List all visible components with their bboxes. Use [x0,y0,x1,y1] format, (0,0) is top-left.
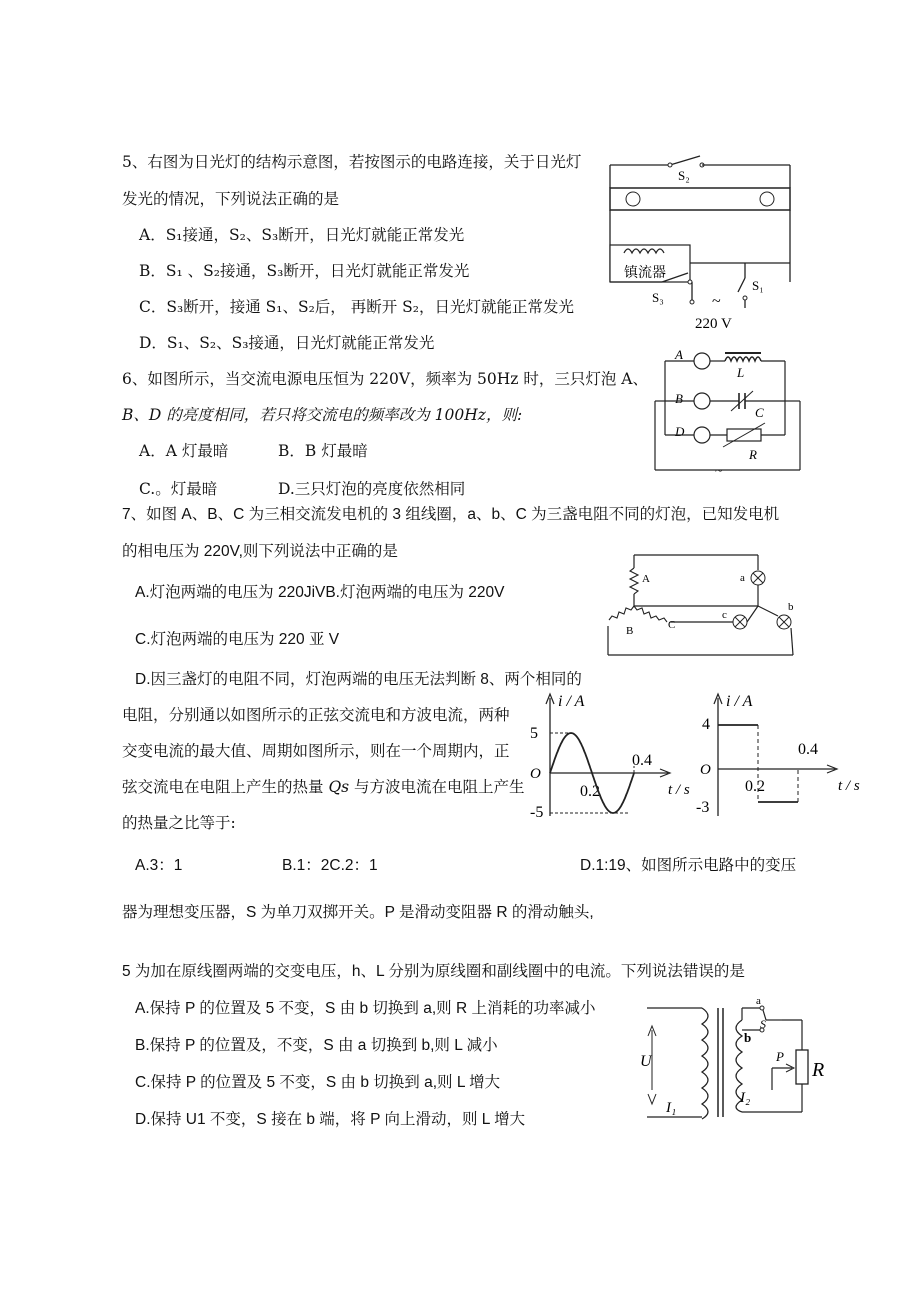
label-I1: I₁ [666,1100,677,1116]
q8-line2: 交变电流的最大值、周期如图所示，则在一个周期内，正 [122,742,510,760]
q9-option-b: B.保持 P 的位置及，不变，S 由 a 切换到 b,则 L 减小 [135,1037,498,1054]
q8-line3: 弦交流电在电阻上产生的热量 Qs 与方波电流在电阻上产生 [122,778,525,796]
q7-option-ab: A.灯泡两端的电压为 220JiVB.灯泡两端的电压为 220V [135,584,505,601]
s3-label: S₃ [652,290,664,305]
sine-y-min: -5 [530,804,544,821]
q8-line1: 电阻，分别通以如图所示的正弦交流电和方波电流，两种 [122,706,510,724]
q8-option-bc: B.1：2C.2：1 [282,857,378,874]
square-wave-series [718,725,798,802]
sine-current-graph [528,688,698,823]
sine-origin: O [530,766,541,782]
lamp-b-label: b [788,601,794,613]
q8-option-a: A.3：1 [135,857,183,874]
q7-line1: 7、如图 A、B、C 为三相交流发电机的 3 组线圈，a、b、C 为三盏电阻不同的灯泡，已知发电机 [122,506,780,523]
ballast-label: 镇流器 [624,266,666,281]
q9-option-c: C.保持 P 的位置及 5 不变，S 由 b 切换到 a,则 L 增大 [135,1074,501,1091]
q5-line2: 发光的情况，下列说法正确的是 [122,190,340,208]
ac-symbol: ~ [712,293,721,310]
q5-option-b: B．S₁ 、S₂接通，S₃断开，日光灯就能正常发光 [139,262,470,280]
label-b: b [744,1030,752,1045]
sine-xlabel: t / s [668,782,690,798]
q8-option-d-q9-start: D.1:19、如图所示电路中的变压 [580,857,797,874]
label-S: S [760,1017,766,1031]
q7-option-c: C.灯泡两端的电压为 220 亚 V [135,631,340,648]
square-xlabel: t / s [838,778,860,794]
lamp-c-label: c [722,609,727,621]
coil-B-label: B [626,625,634,637]
q9-line2: 5 为加在原线圈两端的交变电压，h、L 分别为原线圈和副线圈中的电流。下列说法错误的是 [122,963,745,980]
ac-source-symbol: ~ [715,464,723,478]
coil-C-label: C [668,619,676,631]
square-x-02: 0.2 [745,778,765,795]
square-current-graph [690,688,870,823]
lamp-a-label: a [740,572,745,584]
q7-line2: 的相电压为 220V,则下列说法中正确的是 [122,543,398,560]
sine-y-max: 5 [530,725,538,742]
voltage-label: 220 V [695,316,732,332]
label-D: D [675,424,685,439]
label-I2: I₂ [740,1090,751,1106]
q9-option-a: A.保持 P 的位置及 5 不变，S 由 b 切换到 a,则 R 上消耗的功率减小 [135,1000,596,1017]
label-C: C [755,405,764,420]
q5-option-c: C．S₃断开，接通 S₁、S₂后， 再断开 S₂，日光灯就能正常发光 [139,298,574,316]
label-A: A [675,347,683,362]
square-origin: O [700,762,711,778]
label-P: P [776,1049,784,1064]
sine-x-04: 0.4 [632,752,652,769]
transformer-circuit-figure [632,990,832,1125]
q6-line1: 6、如图所示，当交流电源电压恒为 220V，频率为 50Hz 时，三只灯泡 A、 [122,370,648,388]
sine-x-02: 0.2 [580,783,600,800]
q9-line1: 器为理想变压器，S 为单刀双掷开关。P 是滑动变阻器 R 的滑动触头, [122,904,594,921]
q7-option-d-q8-start: D.因三盏灯的电阻不同，灯泡两端的电压无法判断 8、两个相同的 [135,671,582,688]
label-a: a [756,995,761,1007]
q6-option-a: A．A 灯最暗 [139,442,229,460]
s2-label: S₂ [678,168,690,183]
square-y-max: 4 [702,716,710,733]
s1-label: S₁ [752,278,764,293]
q5-option-d: D．S₁、S₂、S₃接通，日光灯就能正常发光 [139,334,435,352]
sine-ylabel: i / A [558,693,585,710]
label-R: R [749,447,757,462]
q5-option-a: A．S₁接通，S₂、S₃断开，日光灯就能正常发光 [139,226,465,244]
fluorescent-lamp-circuit-figure [600,150,800,335]
q8-line4: 的热量之比等于: [122,814,236,832]
label-R: R [812,1059,825,1081]
three-phase-circuit-figure [598,550,798,665]
label-B: B [675,391,683,406]
q9-option-d: D.保持 U1 不变，S 接在 b 端，将 P 向上滑动，则 L 增大 [135,1111,526,1128]
q5-line1: 5、右图为日光灯的结构示意图，若按图示的电路连接，关于日光灯 [122,153,582,171]
square-x-04: 0.4 [798,741,818,758]
label-L: L [737,365,745,380]
q6-line2: B、D 的亮度相同，若只将交流电的频率改为 100Hz，则: [122,406,523,424]
square-y-min: -3 [696,799,710,816]
square-ylabel: i / A [726,693,753,710]
coil-A-label: A [642,573,650,585]
rlc-lamp-circuit-figure [645,343,805,478]
label-U: U [640,1053,652,1070]
q6-option-c: C.。灯最暗 [139,480,218,498]
q6-option-b: B．B 灯最暗 [278,442,368,460]
q6-option-d: D.三只灯泡的亮度依然相同 [278,480,466,498]
